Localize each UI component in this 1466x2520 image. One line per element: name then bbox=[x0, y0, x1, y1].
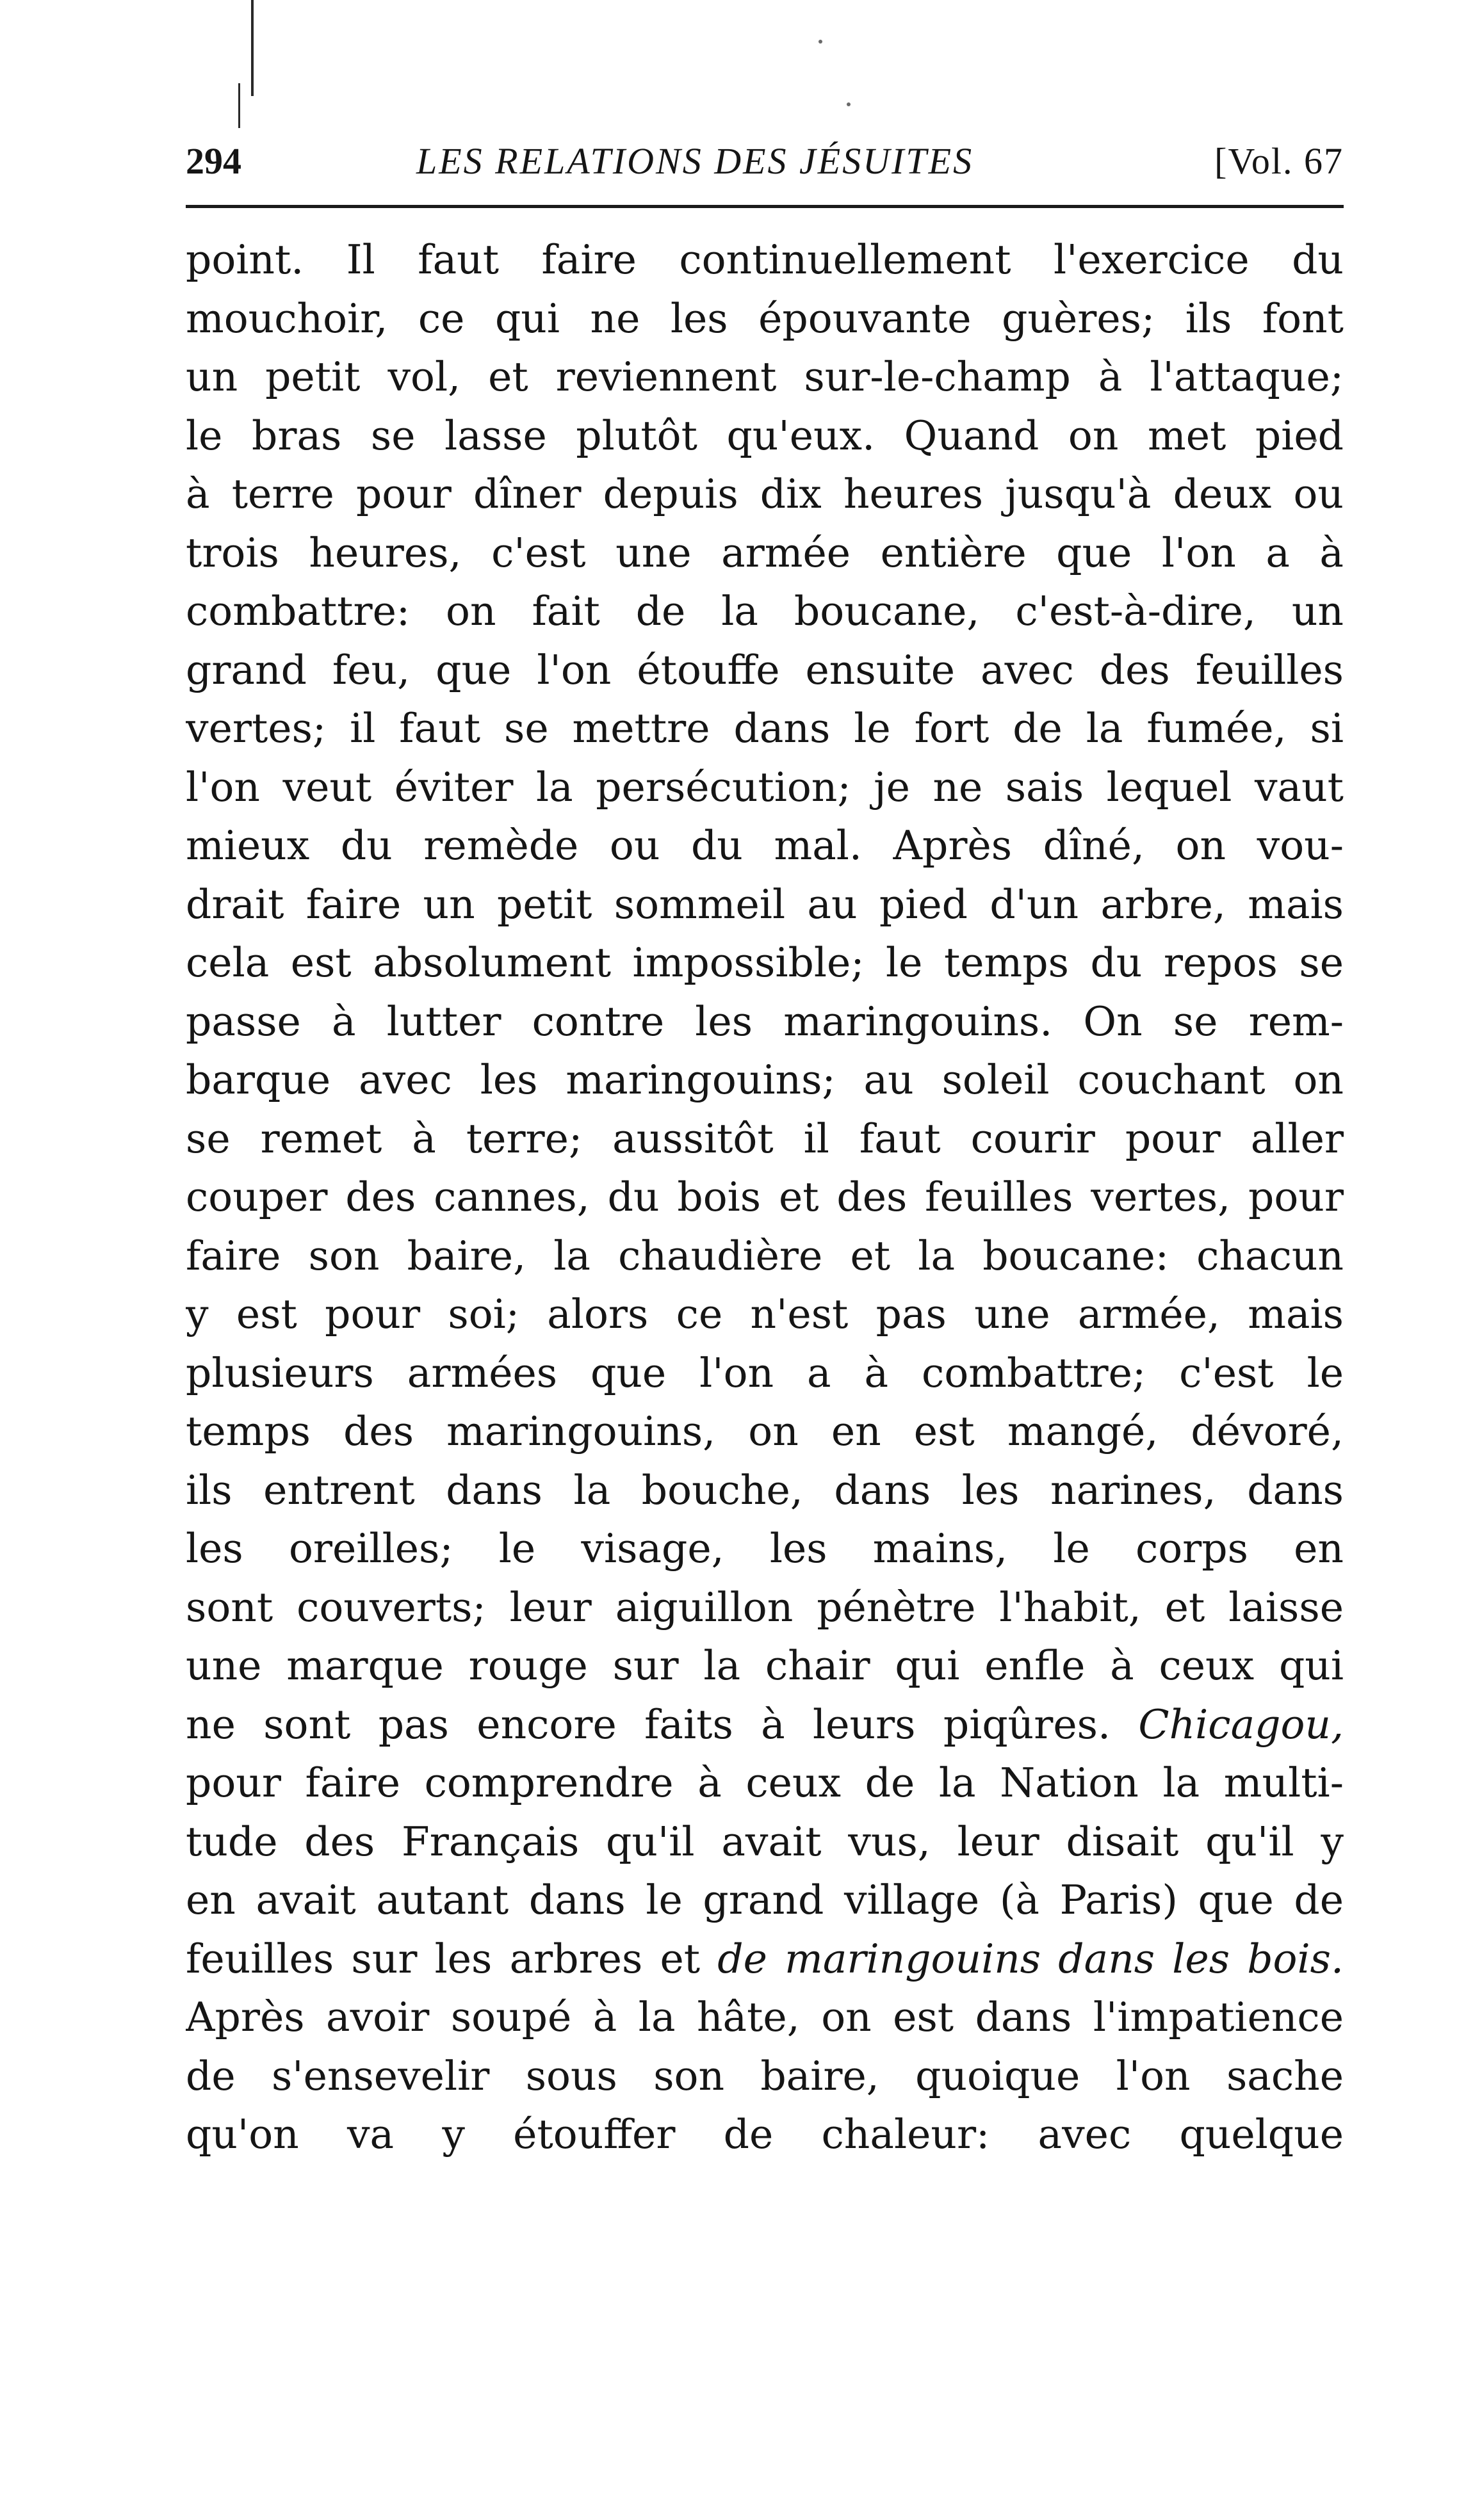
text-line: une marque rouge sur la chair qui enfle à ceux qui bbox=[186, 1642, 1344, 1689]
text-line: mieux du remède ou du mal. Après dîné, on vou- bbox=[186, 822, 1344, 869]
text-line: couper des cannes, du bois et des feuilles vertes, pour bbox=[186, 1174, 1344, 1220]
text-line: tude des Français qu'il avait vus, leur disait qu'il y bbox=[186, 1818, 1344, 1865]
text-line: y est pour soi; alors ce n'est pas une armée, mais bbox=[186, 1291, 1344, 1337]
text-line: cela est absolument impossible; le temps du repos se bbox=[186, 939, 1344, 986]
text-line: un petit vol, et reviennent sur-le-champ à l'attaque; bbox=[186, 353, 1344, 400]
text-line: pour faire comprendre à ceux de la Nation la multi- bbox=[186, 1759, 1344, 1806]
text-line: le bras se lasse plutôt qu'eux. Quand on met pied bbox=[186, 412, 1344, 459]
text-line: vertes; il faut se mettre dans le fort de la fumée, si bbox=[186, 705, 1344, 752]
text-line: les oreilles; le visage, les mains, le corps en bbox=[186, 1525, 1344, 1572]
text-line: à terre pour dîner depuis dix heures jusqu'à deux ou bbox=[186, 471, 1344, 517]
text-line: qu'on va y étouffer de chaleur: avec quelque bbox=[186, 2111, 1344, 2158]
text-line: se remet à terre; aussitôt il faut courir pour aller bbox=[186, 1115, 1344, 1162]
scan-speck bbox=[847, 102, 851, 106]
italic-name: Chicagou, bbox=[1138, 1700, 1344, 1748]
text-line: de s'ensevelir sous son baire, quoique l'on sache bbox=[186, 2052, 1344, 2099]
italic-phrase: de maringouins dans les bois. bbox=[717, 1935, 1344, 1982]
text-line: faire son baire, la chaudière et la boucane: chacun bbox=[186, 1232, 1344, 1279]
line-text: ne sont pas encore faits à leurs piqûres. bbox=[186, 1700, 1111, 1748]
text-line: ils entrent dans la bouche, dans les narines, dans bbox=[186, 1466, 1344, 1514]
header-rule bbox=[186, 205, 1344, 208]
text-line: combattre: on fait de la boucane, c'est-à-dire, un bbox=[186, 588, 1344, 634]
text-line: passe à lutter contre les maringouins. On se rem- bbox=[186, 998, 1344, 1045]
running-header bbox=[186, 136, 1344, 187]
text-line bbox=[186, 1930, 1344, 1989]
text-line: mouchoir, ce qui ne les épouvante guères; ils font bbox=[186, 295, 1344, 342]
text-line: plusieurs armées que l'on a à combattre; c'est le bbox=[186, 1349, 1344, 1396]
text-line: barque avec les maringouins; au soleil couchant on bbox=[186, 1056, 1344, 1103]
text-line: sont couverts; leur aiguillon pénètre l'habit, et laisse bbox=[186, 1583, 1344, 1631]
volume-label: [Vol. 67 bbox=[1214, 140, 1344, 182]
scan-speck bbox=[819, 40, 822, 44]
text-line: l'on veut éviter la persécution; je ne sais lequel vaut bbox=[186, 763, 1344, 811]
scan-edge-mark bbox=[251, 0, 254, 96]
text-line: point. Il faut faire continuellement l'exercice du bbox=[186, 236, 1344, 283]
text-line: drait faire un petit sommeil au pied d'un arbre, mais bbox=[186, 880, 1344, 928]
text-line bbox=[186, 1695, 1344, 1754]
text-line: temps des maringouins, on en est mangé, dévoré, bbox=[186, 1408, 1344, 1455]
line-text: feuilles sur les arbres et bbox=[186, 1935, 701, 1982]
text-line: Après avoir soupé à la hâte, on est dans l'impatience bbox=[186, 1994, 1344, 2040]
text-line: en avait autant dans le grand village (à Paris) que de bbox=[186, 1877, 1344, 1923]
scan-edge-mark bbox=[238, 83, 240, 128]
text-line: trois heures, c'est une armée entière que l'on a à bbox=[186, 529, 1344, 576]
running-title: LES RELATIONS DES JÉSUITES bbox=[416, 140, 974, 182]
page-number: 294 bbox=[186, 140, 241, 182]
body-text bbox=[186, 230, 1344, 2164]
text-line: grand feu, que l'on étouffe ensuite avec des feuilles bbox=[186, 646, 1344, 693]
